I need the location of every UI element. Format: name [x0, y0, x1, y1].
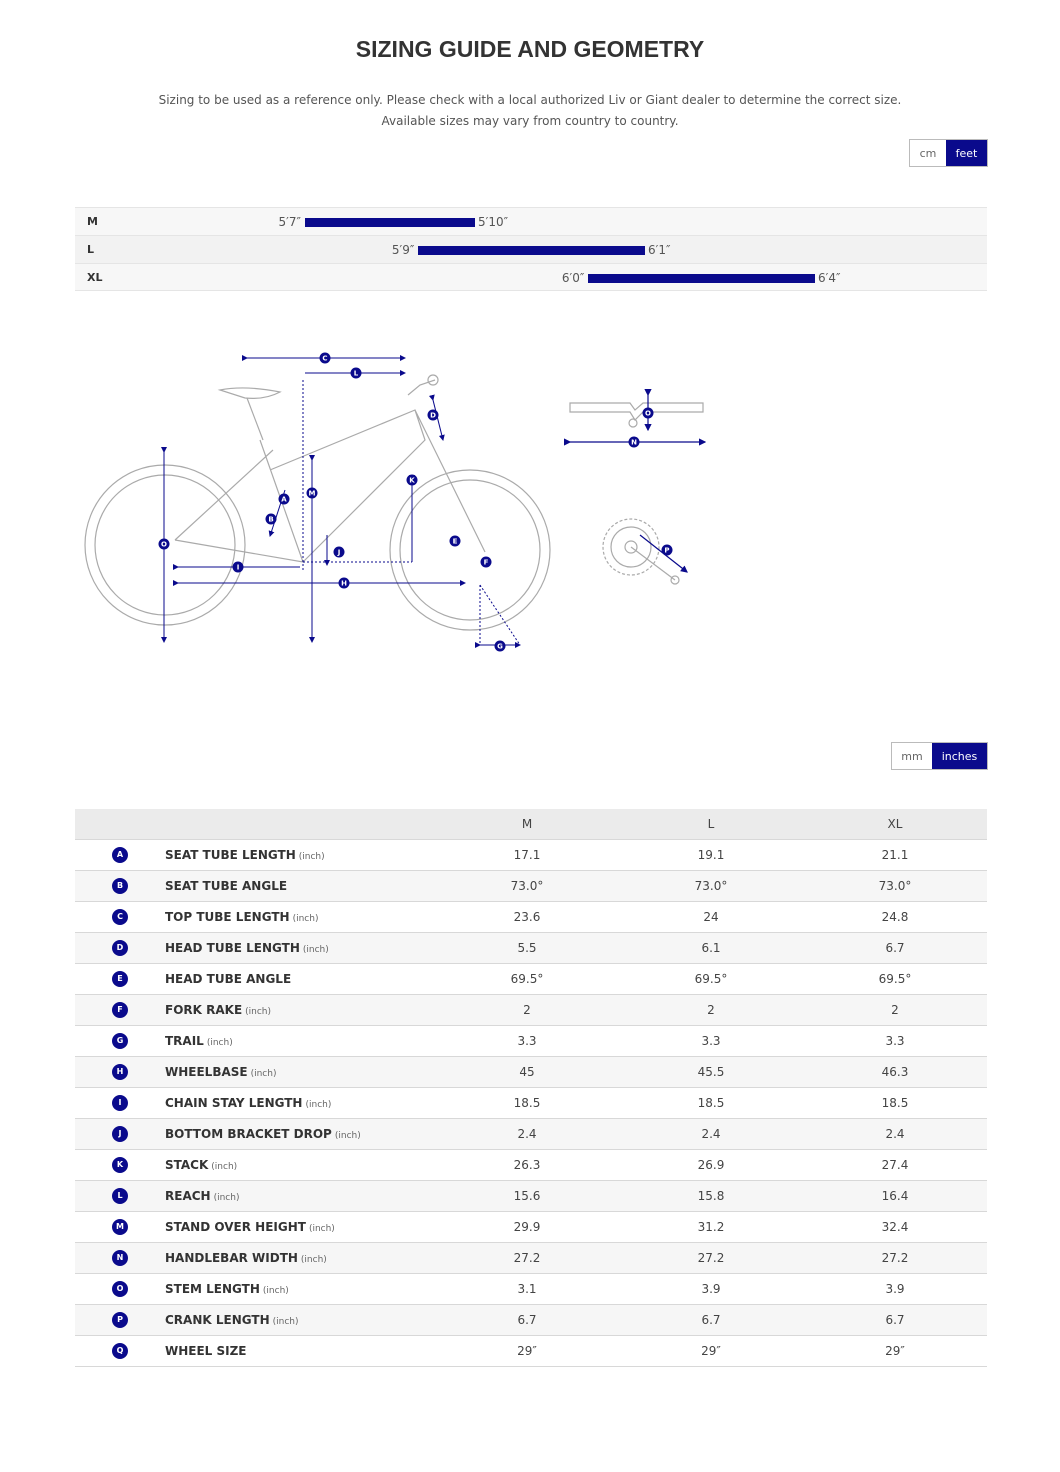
- measurement-name: HEAD TUBE LENGTH: [165, 940, 300, 955]
- measurement-value: 73.0°: [435, 870, 619, 901]
- measurement-value: 29.9: [435, 1211, 619, 1242]
- geometry-row: [75, 1242, 987, 1273]
- badge-c: [320, 353, 331, 364]
- measurement-name: SEAT TUBE LENGTH: [165, 847, 296, 862]
- svg-text:O: O: [645, 409, 651, 418]
- geometry-row: [75, 963, 987, 994]
- measurement-name: REACH: [165, 1188, 211, 1203]
- size-range-bar: [588, 274, 815, 283]
- badge-n: [629, 437, 640, 448]
- measurement-value: 24: [619, 901, 803, 932]
- svg-text:B: B: [268, 515, 274, 524]
- measurement-value: 6.7: [619, 1304, 803, 1335]
- geometry-table: [75, 809, 987, 1367]
- measurement-value: 15.6: [435, 1180, 619, 1211]
- measurement-key-badge: K: [112, 1157, 128, 1173]
- measurement-name: WHEEL SIZE: [165, 1343, 247, 1358]
- geometry-unit-toggle: [891, 742, 988, 770]
- measurement-value: 2: [619, 994, 803, 1025]
- measurement-key-badge: N: [112, 1250, 128, 1266]
- badge-o-wheel: [159, 539, 170, 550]
- diagram-badges: [159, 353, 673, 652]
- badge-m: [307, 488, 318, 499]
- size-range-bar: [418, 246, 645, 255]
- measurement-value: 6.7: [435, 1304, 619, 1335]
- svg-text:A: A: [281, 495, 287, 504]
- page-title: SIZING GUIDE AND GEOMETRY: [355, 36, 705, 62]
- measurement-value: 24.8: [803, 901, 987, 932]
- measurement-value: 2.4: [803, 1118, 987, 1149]
- badge-i: [233, 562, 244, 573]
- geometry-table-header: [75, 809, 987, 839]
- measurement-value: 15.8: [619, 1180, 803, 1211]
- measurement-unit: (inch): [262, 1285, 289, 1296]
- measurement-value: 19.1: [619, 839, 803, 870]
- geometry-row: [75, 1087, 987, 1118]
- measurement-name: TRAIL: [165, 1033, 204, 1048]
- measurement-value: 18.5: [803, 1087, 987, 1118]
- subtitle-line-2: Available sizes may vary from country to country.: [381, 114, 679, 128]
- geometry-row: [75, 1273, 987, 1304]
- badge-h: [339, 578, 350, 589]
- measurement-unit: (inch): [206, 1037, 233, 1048]
- geometry-row: [75, 1335, 987, 1366]
- svg-text:F: F: [483, 558, 489, 567]
- unit-feet-button[interactable]: feet: [946, 140, 987, 166]
- svg-text:L: L: [353, 369, 359, 378]
- svg-text:C: C: [322, 354, 328, 363]
- geometry-row: [75, 1149, 987, 1180]
- measurement-value: 2: [435, 994, 619, 1025]
- measurement-name: CRANK LENGTH: [165, 1312, 270, 1327]
- height-unit-toggle: [909, 139, 988, 167]
- measurement-value: 17.1: [435, 839, 619, 870]
- measurement-value: 18.5: [619, 1087, 803, 1118]
- measurement-key-badge: E: [112, 971, 128, 987]
- subtitle-line-1: Sizing to be used as a reference only. Please check with a local authorized Liv or Giant dealer to determine the correct size.: [158, 93, 902, 107]
- measurement-value: 3.9: [803, 1273, 987, 1304]
- measurement-key-badge: M: [112, 1219, 128, 1235]
- badge-k: [407, 475, 418, 486]
- measurement-value: 32.4: [803, 1211, 987, 1242]
- svg-text:I: I: [236, 563, 240, 572]
- svg-text:H: H: [341, 579, 347, 588]
- measurement-value: 3.3: [435, 1025, 619, 1056]
- measurement-value: 27.4: [803, 1149, 987, 1180]
- measurement-unit: (inch): [305, 1099, 332, 1110]
- size-range-bar: [305, 218, 475, 227]
- measurement-value: 69.5°: [435, 963, 619, 994]
- geometry-row: [75, 1304, 987, 1335]
- geometry-row: [75, 1211, 987, 1242]
- measurement-value: 2.4: [435, 1118, 619, 1149]
- measurement-name: STEM LENGTH: [165, 1281, 260, 1296]
- measurement-name: HEAD TUBE ANGLE: [165, 971, 292, 986]
- measurement-value: 6.7: [803, 1304, 987, 1335]
- measurement-value: 45.5: [619, 1056, 803, 1087]
- measurement-value: 21.1: [803, 839, 987, 870]
- measurement-value: 18.5: [435, 1087, 619, 1118]
- size-row: [75, 235, 987, 263]
- measurement-name: HANDLEBAR WIDTH: [165, 1250, 298, 1265]
- measurement-unit: (inch): [292, 913, 319, 924]
- measurement-value: 2: [803, 994, 987, 1025]
- measurement-unit: (inch): [334, 1130, 361, 1141]
- measurement-key-badge: G: [112, 1033, 128, 1049]
- geometry-row: [75, 932, 987, 963]
- size-label: L: [87, 243, 95, 256]
- badge-j: [334, 547, 345, 558]
- geometry-diagram: [75, 340, 735, 670]
- measurement-name: FORK RAKE: [165, 1002, 243, 1017]
- measurement-value: 3.1: [435, 1273, 619, 1304]
- geometry-row: [75, 1056, 987, 1087]
- measurement-value: 2.4: [619, 1118, 803, 1149]
- page-subtitle: [0, 90, 1060, 132]
- measurement-value: 31.2: [619, 1211, 803, 1242]
- measurement-value: 29″: [435, 1335, 619, 1366]
- badge-e: [450, 536, 461, 547]
- badge-g: [495, 641, 506, 652]
- svg-text:P: P: [664, 546, 670, 555]
- measurement-value: 6.7: [803, 932, 987, 963]
- measurement-key-badge: L: [112, 1188, 128, 1204]
- measurement-value: 29″: [803, 1335, 987, 1366]
- measurement-key-badge: H: [112, 1064, 128, 1080]
- measurement-key-badge: O: [112, 1281, 128, 1297]
- measurement-name: CHAIN STAY LENGTH: [165, 1095, 303, 1110]
- measurement-value: 69.5°: [619, 963, 803, 994]
- unit-inches-button[interactable]: inches: [932, 743, 987, 769]
- measurement-value: 69.5°: [803, 963, 987, 994]
- geometry-row: [75, 1118, 987, 1149]
- measurement-value: 23.6: [435, 901, 619, 932]
- measurement-unit: (inch): [250, 1068, 277, 1079]
- svg-text:O: O: [161, 540, 167, 549]
- measurement-value: 45: [435, 1056, 619, 1087]
- size-min-height: 5′9″: [391, 243, 415, 257]
- measurement-name: SEAT TUBE ANGLE: [165, 878, 288, 893]
- measurement-value: 27.2: [803, 1242, 987, 1273]
- bike-frame: [85, 375, 550, 630]
- crankset: [603, 519, 687, 584]
- measurement-value: 6.1: [619, 932, 803, 963]
- measurement-key-badge: I: [112, 1095, 128, 1111]
- measurement-name: BOTTOM BRACKET DROP: [165, 1126, 332, 1141]
- measurement-key-badge: F: [112, 1002, 128, 1018]
- measurement-unit: (inch): [213, 1192, 240, 1203]
- badge-l: [351, 368, 362, 379]
- geometry-row: [75, 1025, 987, 1056]
- measurement-key-badge: C: [112, 909, 128, 925]
- badge-p: [662, 545, 673, 556]
- size-max-height: 5′10″: [478, 215, 509, 229]
- size-chart: [75, 207, 987, 291]
- svg-text:J: J: [337, 548, 341, 557]
- size-label: XL: [87, 271, 103, 284]
- header-size-xl: XL: [803, 809, 987, 839]
- geometry-row: [75, 839, 987, 870]
- measurement-value: 3.3: [619, 1025, 803, 1056]
- measurement-value: 73.0°: [803, 870, 987, 901]
- measurement-value: 5.5: [435, 932, 619, 963]
- measurement-name: STAND OVER HEIGHT: [165, 1219, 306, 1234]
- measurement-name: WHEELBASE: [165, 1064, 248, 1079]
- geometry-row: [75, 901, 987, 932]
- svg-text:M: M: [308, 489, 316, 498]
- measurement-unit: (inch): [298, 851, 325, 862]
- measurement-key-badge: B: [112, 878, 128, 894]
- measurement-value: 3.3: [803, 1025, 987, 1056]
- svg-text:E: E: [452, 537, 458, 546]
- measurement-value: 26.3: [435, 1149, 619, 1180]
- measurement-key-badge: P: [112, 1312, 128, 1328]
- unit-mm-button[interactable]: mm: [892, 743, 932, 769]
- svg-text:N: N: [631, 438, 637, 447]
- measurement-key-badge: Q: [112, 1343, 128, 1359]
- header-size-m: M: [435, 809, 619, 839]
- measurement-value: 26.9: [619, 1149, 803, 1180]
- front-wheel: [390, 470, 550, 630]
- size-max-height: 6′1″: [648, 243, 671, 257]
- size-row: [75, 207, 987, 235]
- size-row: [75, 263, 987, 291]
- measurement-key-badge: D: [112, 940, 128, 956]
- measurement-name: STACK: [165, 1157, 209, 1172]
- badge-d: [428, 410, 439, 421]
- measurement-key-badge: J: [112, 1126, 128, 1142]
- badge-b: [266, 514, 277, 525]
- svg-text:K: K: [409, 476, 415, 485]
- size-min-height: 6′0″: [561, 271, 585, 285]
- measurement-unit: (inch): [300, 1254, 327, 1265]
- measurement-unit: (inch): [211, 1161, 238, 1172]
- measurement-unit: (inch): [245, 1006, 272, 1017]
- unit-cm-button[interactable]: cm: [910, 140, 946, 166]
- measurement-value: 3.9: [619, 1273, 803, 1304]
- measurement-key-badge: A: [112, 847, 128, 863]
- size-min-height: 5′7″: [278, 215, 301, 229]
- geometry-row: [75, 870, 987, 901]
- measurement-value: 27.2: [435, 1242, 619, 1273]
- size-label: M: [87, 215, 98, 228]
- svg-text:G: G: [497, 642, 503, 651]
- measurement-value: 29″: [619, 1335, 803, 1366]
- geometry-row: [75, 1180, 987, 1211]
- size-max-height: 6′4″: [818, 271, 841, 285]
- header-size-l: L: [619, 809, 803, 839]
- svg-text:D: D: [430, 411, 436, 420]
- measurement-unit: (inch): [272, 1316, 299, 1327]
- badge-f: [481, 557, 492, 568]
- measurement-value: 16.4: [803, 1180, 987, 1211]
- measurement-name: TOP TUBE LENGTH: [165, 909, 290, 924]
- measurement-value: 27.2: [619, 1242, 803, 1273]
- badge-a: [279, 494, 290, 505]
- badge-o-stem: [643, 408, 654, 419]
- measurement-value: 73.0°: [619, 870, 803, 901]
- geometry-row: [75, 994, 987, 1025]
- measurement-unit: (inch): [302, 944, 329, 955]
- measurement-value: 46.3: [803, 1056, 987, 1087]
- handlebar-top-view: [570, 395, 705, 442]
- measurement-unit: (inch): [308, 1223, 335, 1234]
